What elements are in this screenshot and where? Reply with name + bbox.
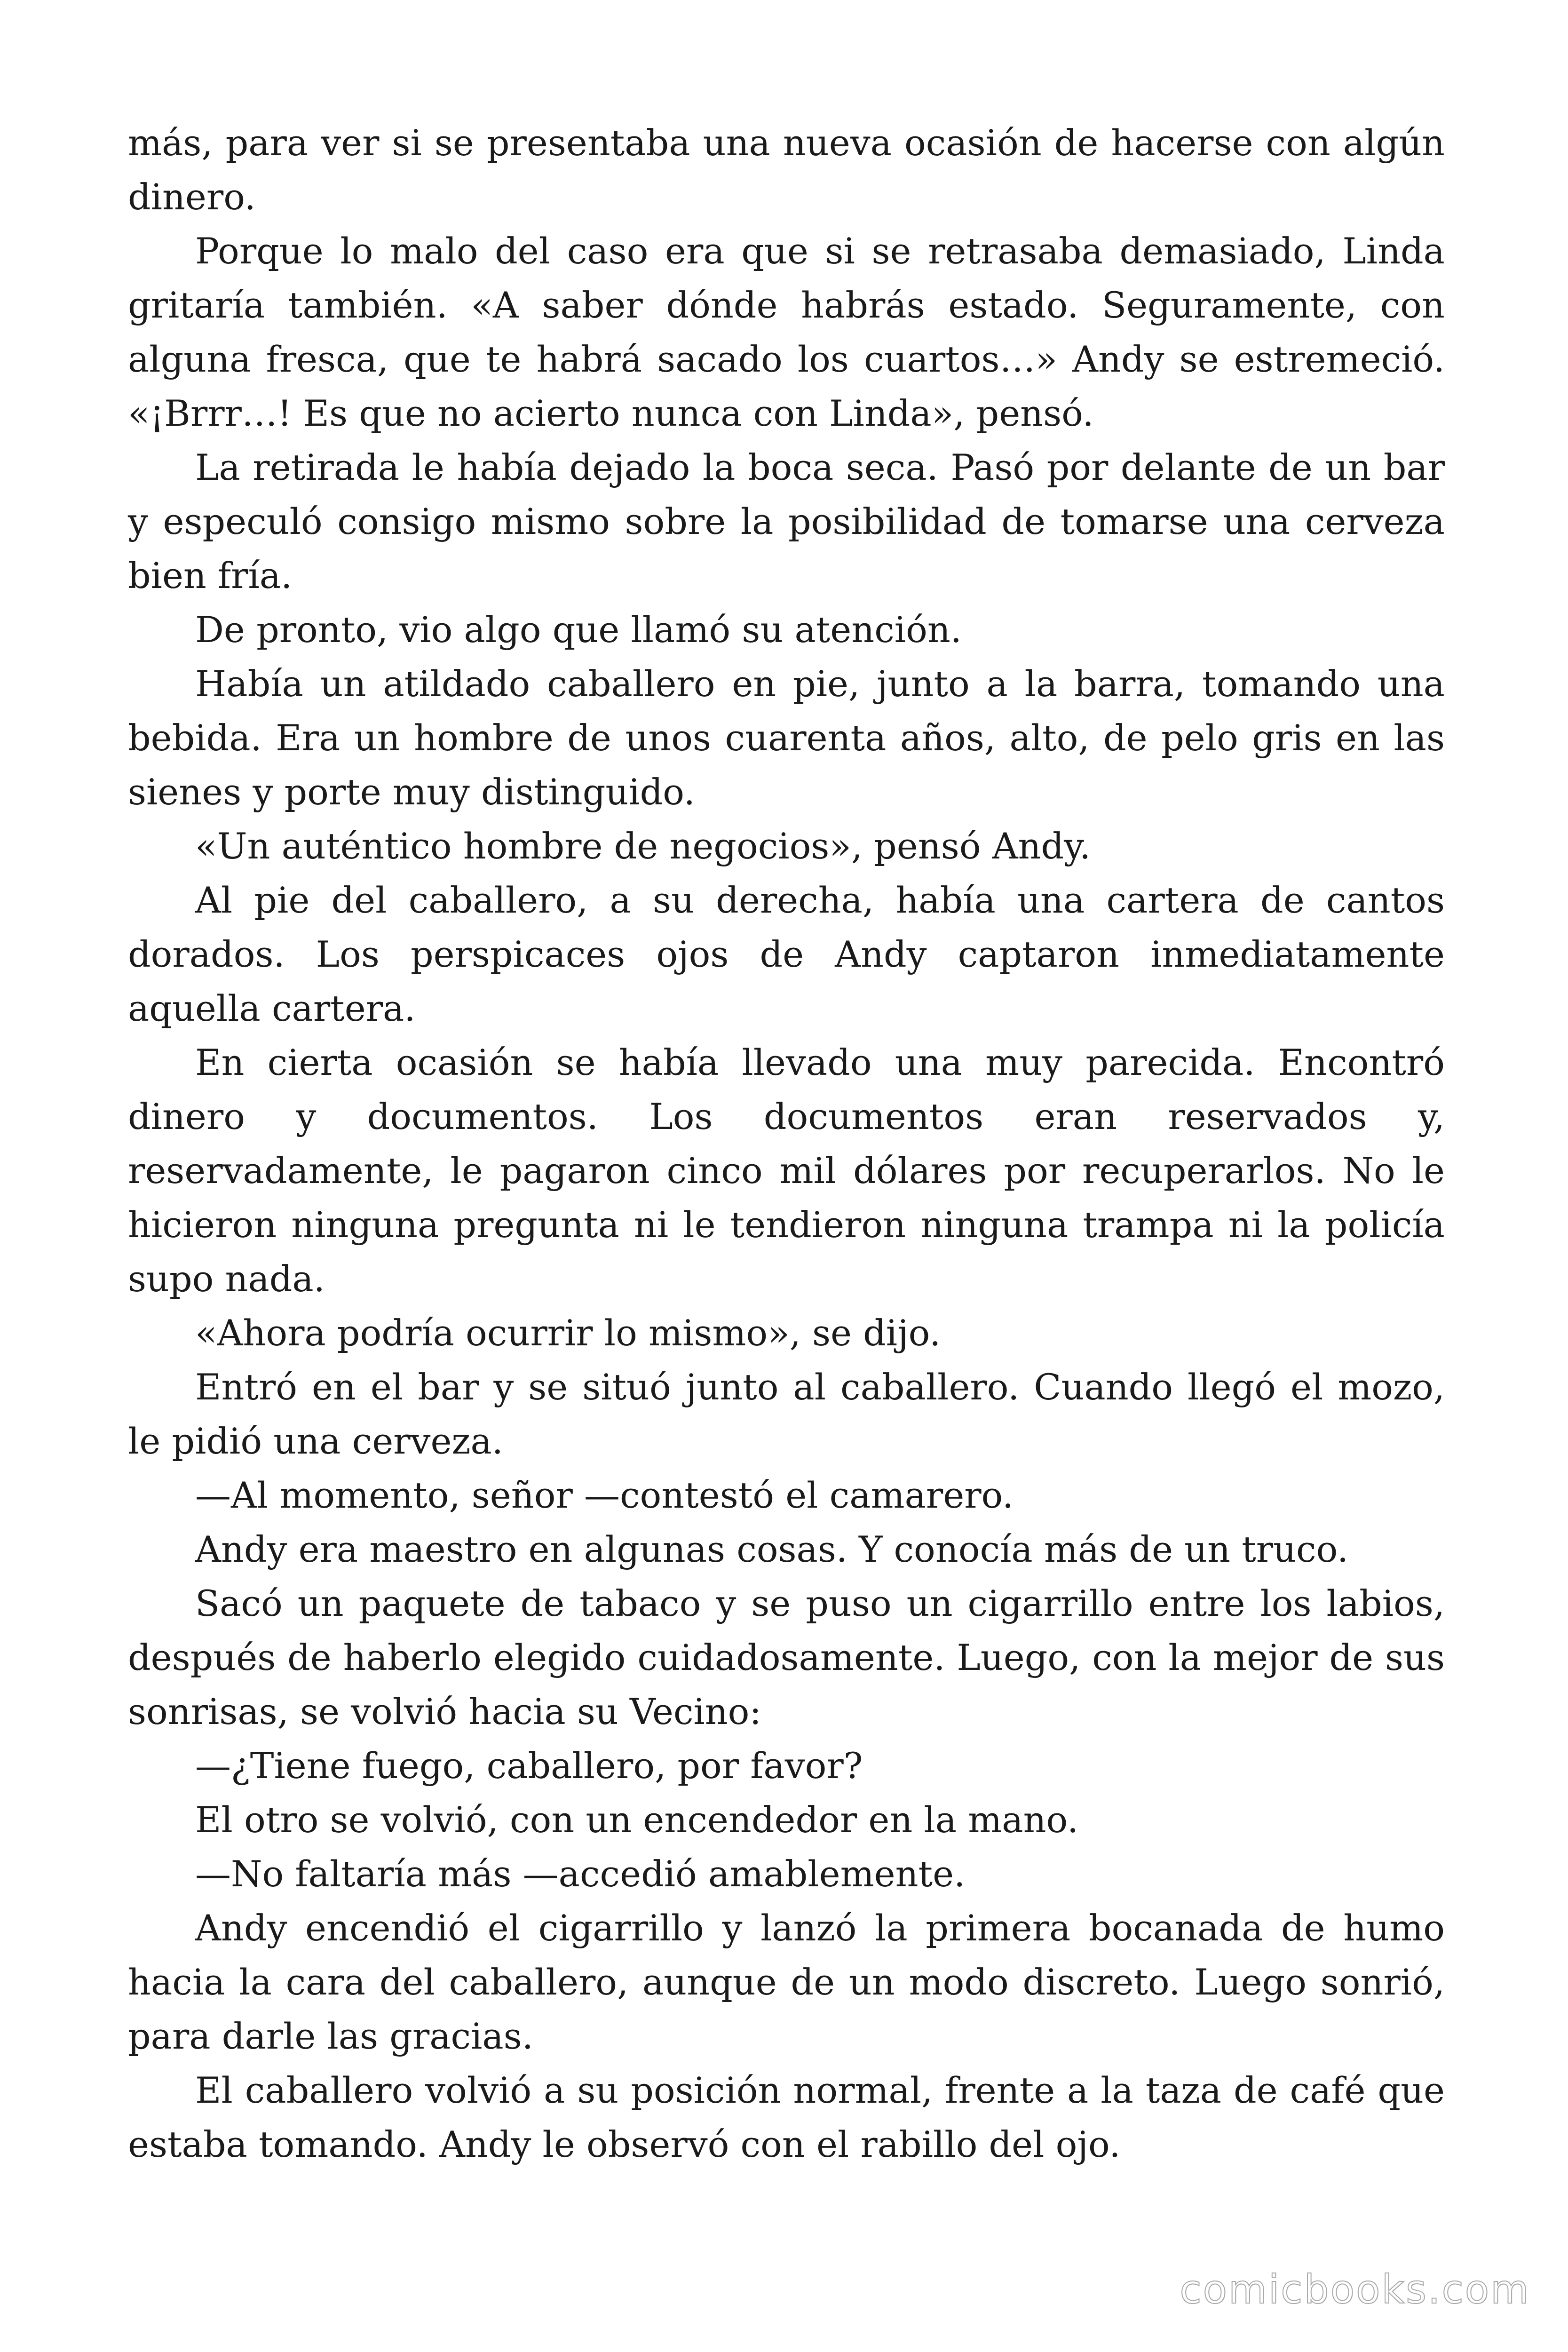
paragraph: De pronto, vio algo que llamó su atención. [195,609,962,651]
paragraph: «Ahora podría ocurrir lo mismo», se dijo. [195,1312,941,1354]
paragraph: Andy encendió el cigarrillo y lanzó la primera bocanada de humo hacia la cara del caballero, aunque de un modo discreto. Luego sonrió, para darle las gracias. [128,1907,1445,2057]
paragraph: La retirada le había dejado la boca seca. Pasó por delante de un bar y especuló consigo mismo sobre la posibilidad de tomarse una cerveza bien fría. [128,446,1445,596]
paragraph: Sacó un paquete de tabaco y se puso un cigarrillo entre los labios, después de haberlo elegido cuidadosamente. Luego, con la mejor de sus sonrisas, se volvió hacia su Vecino: [128,1582,1445,1732]
paragraph: —¿Tiene fuego, caballero, por favor? [195,1745,863,1787]
paragraph: Andy era maestro en algunas cosas. Y conocía más de un truco. [195,1528,1349,1570]
paragraph: Había un atildado caballero en pie, junto a la barra, tomando una bebida. Era un hombre de unos cuarenta años, alto, de pelo gris en las sienes y porte muy distinguido. [128,663,1445,813]
paragraph: —Al momento, señor —contestó el camarero. [195,1474,1014,1516]
paragraph: El caballero volvió a su posición normal, frente a la taza de café que estaba tomando. Andy le observó con el rabillo del ojo. [128,2069,1445,2165]
paragraph: «Un auténtico hombre de negocios», pensó Andy. [195,825,1091,867]
paragraph: más, para ver si se presentaba una nueva ocasión de hacerse con algún dinero. [128,122,1445,218]
paragraph: Entró en el bar y se situó junto al caballero. Cuando llegó el mozo, le pidió una cerveza. [128,1366,1445,1462]
paragraph: Al pie del caballero, a su derecha, había una cartera de cantos dorados. Los perspicaces ojos de Andy captaron inmediatamente aquella cartera. [128,879,1445,1029]
paragraph: Porque lo malo del caso era que si se retrasaba demasiado, Linda gritaría también. «A saber dónde habrás estado. Seguramente, con alguna fresca, que te habrá sacado los cuartos…» Andy se estremeció. «¡Brrr…! Es que no acierto nunca con Linda», pensó. [128,230,1445,434]
page-body [128,116,1445,2171]
paragraph: El otro se volvió, con un encendedor en la mano. [195,1799,1079,1841]
paragraph: —No faltaría más —accedió amablemente. [195,1853,966,1895]
paragraph: En cierta ocasión se había llevado una muy parecida. Encontró dinero y documentos. Los documentos eran reservados y, reservadamente, le pagaron cinco mil dólares por recuperarlos. No le hicieron ninguna pregunta ni le tendieron ninguna trampa ni la policía supo nada. [128,1041,1445,1300]
watermark: comicbooks.com [1180,2266,1530,2312]
